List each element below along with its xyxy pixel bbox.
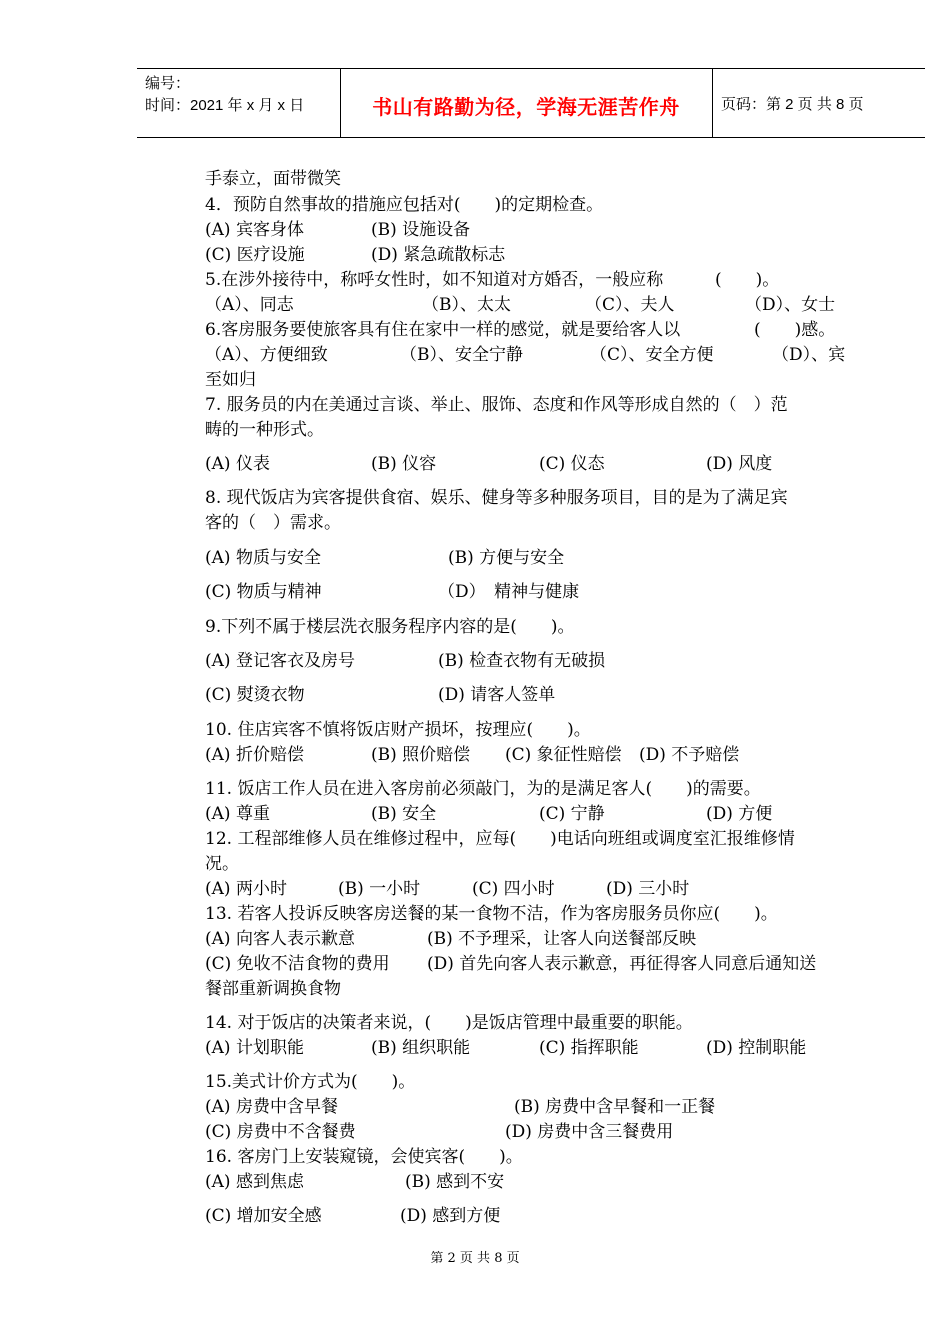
option-a: (A) 尊重: [205, 804, 270, 824]
option-d: （D）、女士: [745, 295, 836, 315]
text-line: 客的（ ）需求。: [205, 513, 341, 533]
option-d: （D）、宾: [772, 345, 846, 365]
option-a: （A）、方便细致: [205, 345, 328, 365]
option-a: (A) 感到焦虑: [205, 1172, 304, 1192]
option-b: (B) 照价赔偿: [371, 745, 471, 765]
option-d: (D) 风度: [706, 454, 773, 474]
option-a: (A) 仪表: [205, 454, 270, 474]
text-line: 至如归: [205, 370, 256, 390]
option-b: (B) 方便与安全: [448, 548, 565, 568]
motto: 书山有路勤为径，学海无涯苦作舟: [372, 95, 680, 119]
option-c: (C) 医疗设施: [205, 245, 305, 265]
option-c: (C) 增加安全感: [205, 1206, 322, 1226]
text-line: 餐部重新调换食物: [205, 979, 341, 999]
option-d: (D) 紧急疏散标志: [371, 245, 506, 265]
option-c: (C) 宁静: [539, 804, 605, 824]
option-a: (A) 房费中含早餐: [205, 1097, 338, 1117]
option-c: (C) 免收不洁食物的费用: [205, 954, 390, 974]
header-divider: [340, 69, 341, 137]
option-b: (B) 设施设备: [371, 220, 471, 240]
question-11: 11. 饭店工作人员在进入客房前必须敲门，为的是满足客人( )的需要。: [205, 779, 761, 799]
question-10: 10. 住店宾客不慎将饭店财产损坏，按理应( )。: [205, 720, 591, 740]
question-14: 14. 对于饭店的决策者来说，( )是饭店管理中最重要的职能。: [205, 1013, 693, 1033]
page-header: [137, 68, 925, 138]
option-b: （B）、安全宁静: [400, 345, 523, 365]
question-4: 4．预防自然事故的措施应包括对( )的定期检查。: [205, 195, 604, 215]
option-c: (C) 物质与精神: [205, 582, 322, 602]
option-c: (C) 象征性赔偿: [505, 745, 622, 765]
option-b: (B) 安全: [371, 804, 437, 824]
option-d: (D) 三小时: [606, 879, 690, 899]
option-c: （C）、夫人: [585, 295, 675, 315]
option-d: (D) 请客人签单: [438, 685, 556, 705]
option-d: (D) 控制职能: [706, 1038, 807, 1058]
text-line: 畴的一种形式。: [205, 420, 324, 440]
question-9: 9.下列不属于楼层洗衣服务程序内容的是( )。: [205, 617, 575, 637]
question-8: 8. 现代饭店为宾客提供食宿、娱乐、健身等多种服务项目，目的是为了满足宾: [205, 488, 788, 508]
question-12: 12. 工程部维修人员在维修过程中，应每( )电话向班组或调度室汇报维修情: [205, 829, 795, 849]
option-d: （D） 精神与健康: [438, 582, 580, 602]
option-b: (B) 检查衣物有无破损: [438, 651, 606, 671]
option-c: (C) 四小时: [472, 879, 555, 899]
question-6-blank: ( )感。: [754, 320, 836, 340]
option-d: (D) 首先向客人表示歉意，再征得客人同意后通知送: [427, 954, 817, 974]
number-label: 编号：: [145, 75, 191, 92]
option-b: (B) 房费中含早餐和一正餐: [514, 1097, 716, 1117]
text-line: 手泰立，面带微笑: [205, 169, 341, 189]
option-d: (D) 房费中含三餐费用: [505, 1122, 674, 1142]
question-15: 15.美式计价方式为( )。: [205, 1072, 416, 1092]
question-13: 13. 若客人投诉反映客房送餐的某一食物不洁，作为客房服务员你应( )。: [205, 904, 778, 924]
option-a: (A) 折价赔偿: [205, 745, 304, 765]
option-a: (A) 宾客身体: [205, 220, 304, 240]
page-footer: 第 2 页 共 8 页: [430, 1251, 520, 1266]
option-c: (C) 指挥职能: [539, 1038, 639, 1058]
option-a: (A) 两小时: [205, 879, 287, 899]
option-b: (B) 不予理采，让客人向送餐部反映: [427, 929, 697, 949]
question-5: 5.在涉外接待中，称呼女性时，如不知道对方婚否，一般应称: [205, 270, 664, 290]
page-info: 页码：第 2 页 共 8 页: [721, 96, 864, 113]
option-b: (B) 仪容: [371, 454, 437, 474]
option-a: (A) 向客人表示歉意: [205, 929, 355, 949]
option-c: （C）、安全方便: [590, 345, 714, 365]
header-divider: [712, 69, 713, 137]
option-a: (A) 登记客衣及房号: [205, 651, 355, 671]
option-b: （B）、太太: [422, 295, 511, 315]
question-16: 16. 客房门上安装窥镜，会使宾客( )。: [205, 1147, 523, 1167]
option-c: (C) 房费中不含餐费: [205, 1122, 356, 1142]
option-d: (D) 不予赔偿: [639, 745, 740, 765]
option-a: (A) 计划职能: [205, 1038, 304, 1058]
option-b: (B) 一小时: [338, 879, 421, 899]
question-6: 6.客房服务要使旅客具有住在家中一样的感觉，就是要给客人以: [205, 320, 681, 340]
option-c: (C) 熨烫衣物: [205, 685, 305, 705]
question-5-blank: ( )。: [715, 270, 780, 290]
time-label: 时间：2021 年 x 月 x 日: [145, 97, 305, 114]
question-7: 7. 服务员的内在美通过言谈、举止、服饰、态度和作风等形成自然的（ ）范: [205, 395, 788, 415]
option-c: (C) 仪态: [539, 454, 605, 474]
option-b: (B) 组织职能: [371, 1038, 471, 1058]
header-meta: [145, 73, 304, 117]
option-a: （A）、同志: [205, 295, 294, 315]
option-a: (A) 物质与安全: [205, 548, 321, 568]
option-d: (D) 感到方便: [400, 1206, 501, 1226]
text-line: 况。: [205, 854, 239, 874]
option-d: (D) 方便: [706, 804, 773, 824]
option-b: (B) 感到不安: [405, 1172, 505, 1192]
